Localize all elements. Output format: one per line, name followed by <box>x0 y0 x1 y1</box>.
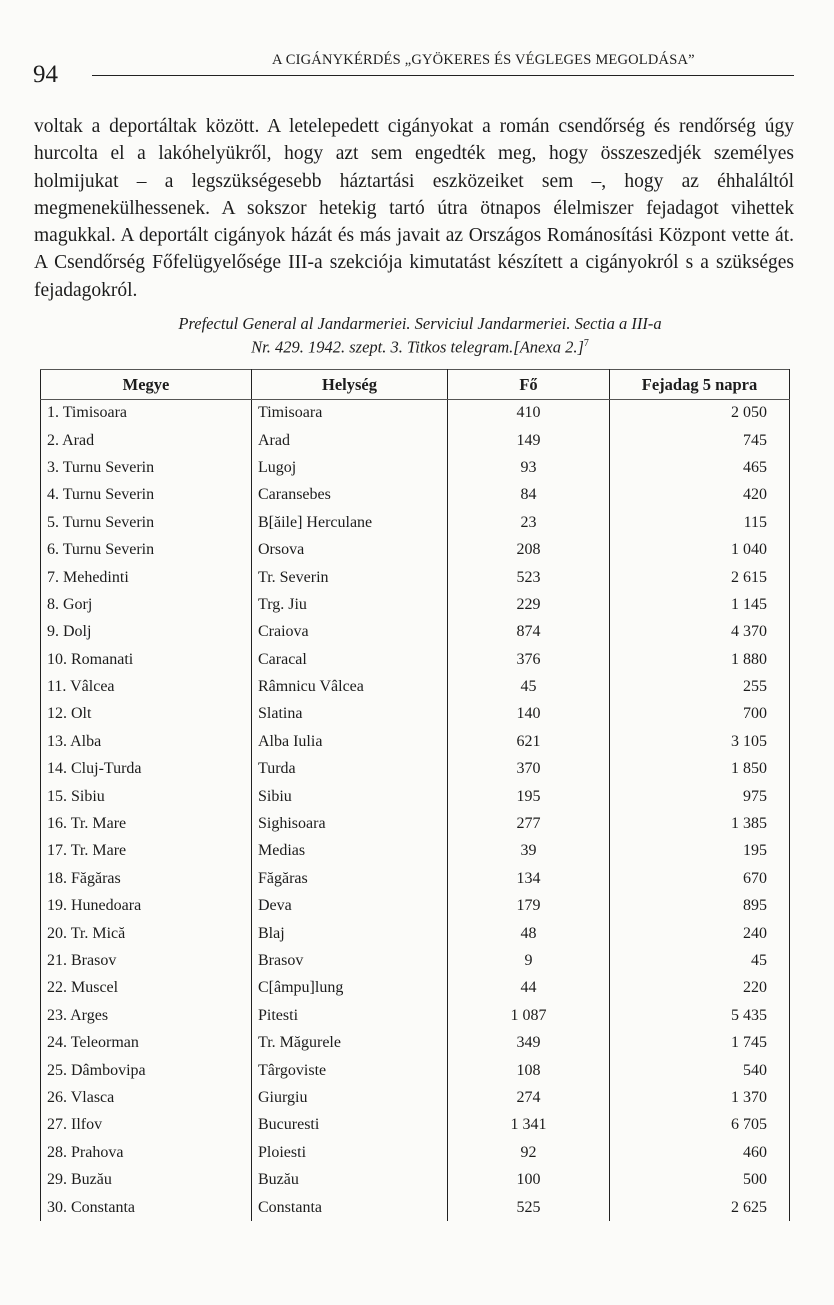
cell-fejadag: 465 <box>610 454 790 481</box>
cell-megye: 14. Cluj-Turda <box>41 756 252 783</box>
cell-megye: 8. Gorj <box>41 591 252 618</box>
cell-fo: 349 <box>448 1029 610 1056</box>
cell-fejadag: 1 370 <box>610 1084 790 1111</box>
cell-fo: 149 <box>448 427 610 454</box>
table-row <box>41 646 790 673</box>
cell-fejadag: 1 880 <box>610 646 790 673</box>
column-header-megye: Megye <box>41 370 252 400</box>
cell-fejadag: 195 <box>610 838 790 865</box>
table-row <box>41 482 790 509</box>
table-row <box>41 1166 790 1193</box>
cell-fo: 84 <box>448 482 610 509</box>
cell-fejadag: 1 385 <box>610 810 790 837</box>
body-paragraph: voltak a deportáltak között. A letelepedett cigányokat a román csendőrség és rendőrség úgy hurcolta el a lakóhelyükről, hogy azt sem engedték meg, hogy összeszedjék személyes holmijukat – a legszükségesebb háztartási eszközeiket sem –, hogy az éhhaláltól megmenekülhessenek. A sokszor hetekig tartó útra ötnapos élelmiszer fejadagot vihettek magukkal. A deportált cigányok házát és más javait az Országos Románosítási Központ vette át. A Csendőrség Főfelügyelősége III-a szekciója kimutatást készített a cigányokról s a szükséges fejadagokról. <box>34 116 794 301</box>
table-row <box>41 400 790 427</box>
cell-fejadag: 6 705 <box>610 1112 790 1139</box>
cell-megye: 27. Ilfov <box>41 1112 252 1139</box>
cell-fejadag: 975 <box>610 783 790 810</box>
cell-megye: 13. Alba <box>41 728 252 755</box>
cell-fejadag: 115 <box>610 509 790 536</box>
cell-helyseg: Slatina <box>252 701 448 728</box>
cell-helyseg: Ploiesti <box>252 1139 448 1166</box>
cell-fo: 208 <box>448 536 610 563</box>
source-caption-line2-text: Nr. 429. 1942. szept. 3. Titkos telegram.[Anexa 2.] <box>251 337 584 357</box>
table-row <box>41 427 790 454</box>
cell-helyseg: Deva <box>252 893 448 920</box>
cell-megye: 16. Tr. Mare <box>41 810 252 837</box>
table-row <box>41 838 790 865</box>
cell-helyseg: Caransebes <box>252 482 448 509</box>
cell-fo: 45 <box>448 673 610 700</box>
table-row <box>41 536 790 563</box>
cell-fo: 195 <box>448 783 610 810</box>
cell-helyseg: Constanta <box>252 1194 448 1221</box>
cell-fejadag: 700 <box>610 701 790 728</box>
cell-fo: 1 341 <box>448 1112 610 1139</box>
cell-fo: 100 <box>448 1166 610 1193</box>
cell-fo: 410 <box>448 400 610 427</box>
cell-fo: 93 <box>448 454 610 481</box>
cell-megye: 28. Prahova <box>41 1139 252 1166</box>
cell-megye: 15. Sibiu <box>41 783 252 810</box>
cell-fejadag: 5 435 <box>610 1002 790 1029</box>
table-row <box>41 920 790 947</box>
table-row <box>41 1057 790 1084</box>
cell-helyseg: Sighisoara <box>252 810 448 837</box>
cell-helyseg: Făgăras <box>252 865 448 892</box>
cell-helyseg: C[âmpu]lung <box>252 975 448 1002</box>
cell-fo: 92 <box>448 1139 610 1166</box>
cell-megye: 11. Vâlcea <box>41 673 252 700</box>
source-caption-line2 <box>100 334 740 358</box>
cell-megye: 29. Buzău <box>41 1166 252 1193</box>
cell-megye: 24. Teleorman <box>41 1029 252 1056</box>
cell-fo: 525 <box>448 1194 610 1221</box>
cell-megye: 22. Muscel <box>41 975 252 1002</box>
table-row <box>41 673 790 700</box>
header-rule <box>92 75 794 76</box>
cell-megye: 12. Olt <box>41 701 252 728</box>
table-row <box>41 865 790 892</box>
cell-fo: 1 087 <box>448 1002 610 1029</box>
cell-fo: 140 <box>448 701 610 728</box>
cell-helyseg: Caracal <box>252 646 448 673</box>
table-row <box>41 564 790 591</box>
cell-fejadag: 3 105 <box>610 728 790 755</box>
cell-helyseg: Blaj <box>252 920 448 947</box>
cell-megye: 7. Mehedinti <box>41 564 252 591</box>
cell-fejadag: 2 625 <box>610 1194 790 1221</box>
table-header-row <box>41 370 790 400</box>
table-row <box>41 1112 790 1139</box>
cell-fo: 274 <box>448 1084 610 1111</box>
cell-helyseg: Turda <box>252 756 448 783</box>
cell-fejadag: 4 370 <box>610 619 790 646</box>
table-row <box>41 783 790 810</box>
table-row <box>41 728 790 755</box>
cell-helyseg: Craiova <box>252 619 448 646</box>
table-row <box>41 756 790 783</box>
footnote-ref: 7 <box>583 338 589 349</box>
cell-helyseg: Sibiu <box>252 783 448 810</box>
cell-megye: 4. Turnu Severin <box>41 482 252 509</box>
table-row <box>41 1002 790 1029</box>
cell-fejadag: 45 <box>610 947 790 974</box>
table-row <box>41 810 790 837</box>
cell-helyseg: B[ăile] Herculane <box>252 509 448 536</box>
cell-megye: 30. Constanta <box>41 1194 252 1221</box>
cell-megye: 25. Dâmbovipa <box>41 1057 252 1084</box>
cell-fo: 376 <box>448 646 610 673</box>
cell-fo: 108 <box>448 1057 610 1084</box>
source-caption-line1: Prefectul General al Jandarmeriei. Serviciul Jandarmeriei. Sectia a III-a <box>178 314 662 333</box>
deportation-table <box>40 369 790 1221</box>
cell-fejadag: 1 145 <box>610 591 790 618</box>
cell-fejadag: 895 <box>610 893 790 920</box>
table-row <box>41 947 790 974</box>
cell-helyseg: Tr. Severin <box>252 564 448 591</box>
cell-helyseg: Timisoara <box>252 400 448 427</box>
cell-megye: 20. Tr. Mică <box>41 920 252 947</box>
cell-helyseg: Râmnicu Vâlcea <box>252 673 448 700</box>
table-row <box>41 1029 790 1056</box>
cell-fo: 134 <box>448 865 610 892</box>
cell-megye: 2. Arad <box>41 427 252 454</box>
cell-helyseg: Lugoj <box>252 454 448 481</box>
table-row <box>41 619 790 646</box>
cell-fejadag: 745 <box>610 427 790 454</box>
cell-megye: 6. Turnu Severin <box>41 536 252 563</box>
cell-helyseg: Alba Iulia <box>252 728 448 755</box>
cell-megye: 9. Dolj <box>41 619 252 646</box>
cell-helyseg: Medias <box>252 838 448 865</box>
cell-fo: 229 <box>448 591 610 618</box>
running-header: A CIGÁNYKÉRDÉS „GYÖKERES ÉS VÉGLEGES MEGOLDÁSA” <box>272 52 695 68</box>
cell-megye: 26. Vlasca <box>41 1084 252 1111</box>
cell-megye: 10. Romanati <box>41 646 252 673</box>
cell-fejadag: 420 <box>610 482 790 509</box>
cell-fo: 370 <box>448 756 610 783</box>
cell-fo: 44 <box>448 975 610 1002</box>
column-header-fo: Fő <box>448 370 610 400</box>
cell-helyseg: Tr. Măgurele <box>252 1029 448 1056</box>
table-body <box>41 400 790 1222</box>
table-row <box>41 701 790 728</box>
table-row <box>41 1139 790 1166</box>
table-row <box>41 1194 790 1221</box>
column-header-helyseg: Helység <box>252 370 448 400</box>
cell-fo: 23 <box>448 509 610 536</box>
page-number: 94 <box>33 61 58 88</box>
cell-megye: 18. Făgăras <box>41 865 252 892</box>
cell-megye: 17. Tr. Mare <box>41 838 252 865</box>
cell-helyseg: Trg. Jiu <box>252 591 448 618</box>
cell-helyseg: Bucuresti <box>252 1112 448 1139</box>
cell-megye: 3. Turnu Severin <box>41 454 252 481</box>
cell-megye: 1. Timisoara <box>41 400 252 427</box>
cell-megye: 19. Hunedoara <box>41 893 252 920</box>
cell-megye: 5. Turnu Severin <box>41 509 252 536</box>
cell-fo: 9 <box>448 947 610 974</box>
cell-fejadag: 540 <box>610 1057 790 1084</box>
cell-fejadag: 2 615 <box>610 564 790 591</box>
cell-fejadag: 1 745 <box>610 1029 790 1056</box>
cell-fo: 277 <box>448 810 610 837</box>
column-header-fejadag: Fejadag 5 napra <box>610 370 790 400</box>
cell-fejadag: 1 850 <box>610 756 790 783</box>
cell-fejadag: 670 <box>610 865 790 892</box>
cell-helyseg: Târgoviste <box>252 1057 448 1084</box>
cell-fejadag: 2 050 <box>610 400 790 427</box>
table-row <box>41 509 790 536</box>
cell-fejadag: 1 040 <box>610 536 790 563</box>
cell-megye: 23. Arges <box>41 1002 252 1029</box>
cell-megye: 21. Brasov <box>41 947 252 974</box>
table-row <box>41 454 790 481</box>
cell-fejadag: 255 <box>610 673 790 700</box>
cell-fo: 621 <box>448 728 610 755</box>
cell-fejadag: 240 <box>610 920 790 947</box>
cell-fo: 179 <box>448 893 610 920</box>
cell-helyseg: Giurgiu <box>252 1084 448 1111</box>
cell-helyseg: Brasov <box>252 947 448 974</box>
table-row <box>41 1084 790 1111</box>
cell-helyseg: Pitesti <box>252 1002 448 1029</box>
cell-fo: 48 <box>448 920 610 947</box>
table-row <box>41 975 790 1002</box>
table-row <box>41 591 790 618</box>
table-row <box>41 893 790 920</box>
cell-fejadag: 500 <box>610 1166 790 1193</box>
cell-fejadag: 460 <box>610 1139 790 1166</box>
cell-fo: 874 <box>448 619 610 646</box>
cell-fo: 39 <box>448 838 610 865</box>
cell-helyseg: Arad <box>252 427 448 454</box>
cell-helyseg: Buzău <box>252 1166 448 1193</box>
cell-fejadag: 220 <box>610 975 790 1002</box>
source-caption <box>100 314 740 358</box>
cell-helyseg: Orsova <box>252 536 448 563</box>
cell-fo: 523 <box>448 564 610 591</box>
